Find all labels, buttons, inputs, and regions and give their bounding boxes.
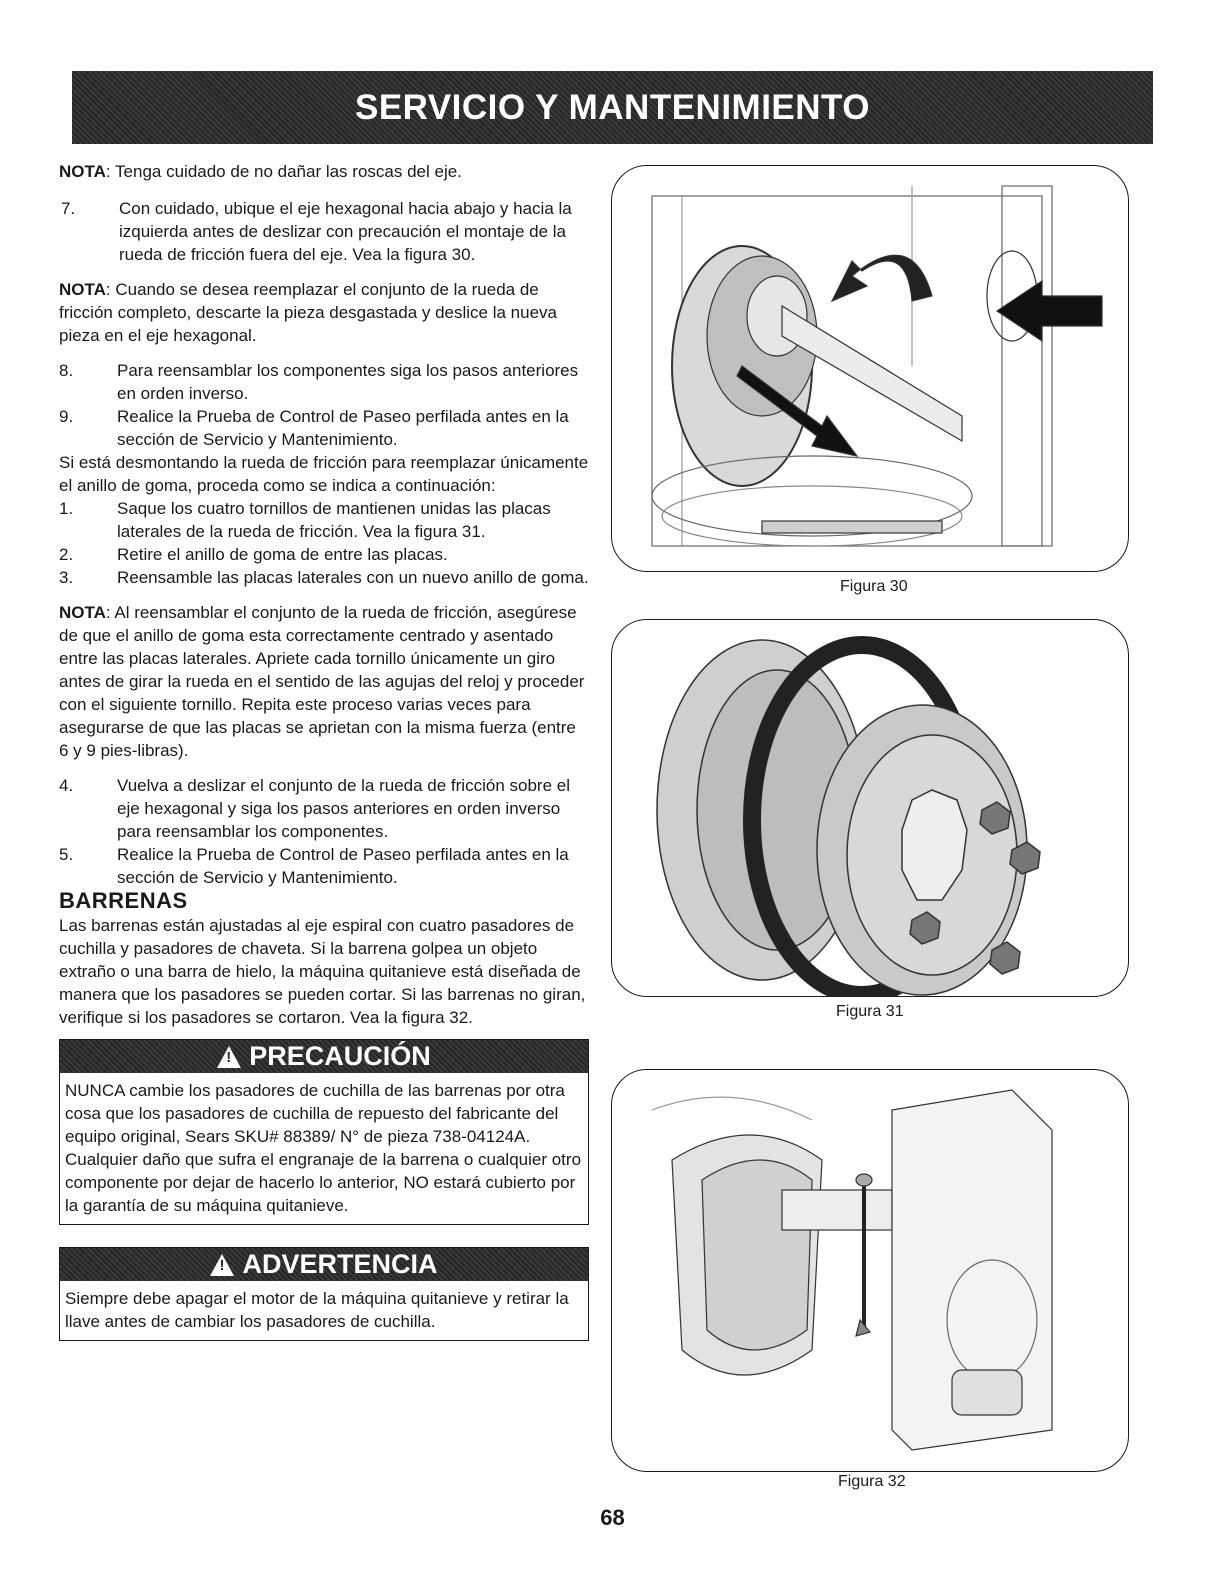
step-text: Vuelva a deslizar el conjunto de la rueda de fricción sobre el eje hexagonal y siga los pasos anteriores en orden inverso para reensamblar los componentes. (117, 776, 570, 841)
substep-1 (59, 497, 589, 543)
note-label: NOTA (59, 280, 106, 299)
note-3 (59, 601, 589, 762)
page-title: SERVICIO Y MANTENIMIENTO (354, 87, 871, 127)
main-text-column (59, 160, 589, 1341)
warning-text: Siempre debe apagar el motor de la máquina quitanieve y retirar la llave antes de cambiar los pasadores de cuchilla. (65, 1289, 569, 1331)
figure-30-image (611, 165, 1129, 572)
note-text: : Al reensamblar el conjunto de la rueda de fricción, asegúrese de que el anillo de goma esta correctamente centrado y asentado entre las placas laterales. Apriete cada tornillo únicamente un giro antes de girar la rueda en el sentido de las agujas del reloj y proceder con el siguiente tornillo. Repita este proceso varias veces para asegurarse de que las placas se aprietan con la misma fuerza (entre 6 y 9 pies-libras). (59, 603, 585, 760)
page-number: 68 (600, 1505, 625, 1530)
step-text: Saque los cuatro tornillos de mantienen unidas las placas laterales de la rueda de fricción. Vea la figura 31. (117, 499, 551, 541)
step-9 (59, 405, 589, 451)
figure-32-image (611, 1069, 1129, 1472)
step-number: 9. (59, 407, 74, 426)
step-number: 4. (59, 776, 74, 795)
caution-title: PRECAUCIÓN (249, 1041, 431, 1071)
step-text: Realice la Prueba de Control de Paseo perfilada antes en la sección de Servicio y Mantenimiento. (117, 845, 569, 887)
barrenas-text: Las barrenas están ajustadas al eje espiral con cuatro pasadores de cuchilla y pasadores de chaveta. Si la barrena golpea un objeto extraño o una barra de hielo, la máquina quitanieve está diseñada de manera que los pasadores se pueden cortar. Si las barrenas no giran, verifique si los pasadores se cortaron. Vea la figura 32. (59, 916, 586, 1027)
step-text: Realice la Prueba de Control de Paseo perfilada antes en la sección de Servicio y Mantenimiento. (117, 407, 569, 449)
substep-3 (59, 566, 589, 589)
step-text: Retire el anillo de goma de entre las placas. (117, 545, 448, 564)
note-2 (59, 278, 589, 347)
friction-wheel-assembly-illustration (612, 620, 1128, 996)
figure-30-caption: Figura 30 (840, 578, 908, 595)
note-label: NOTA (59, 603, 106, 622)
step-text: Con cuidado, ubique el eje hexagonal hacia abajo y hacia la izquierda antes de deslizar con precaución el montaje de la rueda de fricción fuera del eje. Vea la figura 30. (119, 199, 572, 264)
step-number: 7. (61, 199, 76, 218)
auger-shear-pin-illustration (612, 1070, 1128, 1471)
note-text: : Cuando se desea reemplazar el conjunto de la rueda de fricción completo, descarte la pieza desgastada y deslice la nueva pieza en el eje hexagonal. (59, 280, 558, 345)
step-number: 1. (59, 499, 74, 518)
warning-triangle-icon (217, 1046, 241, 1068)
section-header (72, 71, 1153, 144)
warning-triangle-icon (210, 1254, 234, 1276)
step-8 (59, 359, 589, 405)
warning-header (60, 1248, 588, 1281)
step-number: 5. (59, 845, 74, 864)
step-number: 3. (59, 568, 74, 587)
figure-31-caption: Figura 31 (836, 1003, 904, 1020)
substep-2 (59, 543, 589, 566)
caution-header (60, 1040, 588, 1073)
step-number: 2. (59, 545, 74, 564)
warning-title: ADVERTENCIA (242, 1249, 438, 1279)
note-text: : Tenga cuidado de no dañar las roscas del eje. (105, 162, 462, 181)
step-text: Para reensamblar los componentes siga los pasos anteriores en orden inverso. (117, 361, 579, 403)
step-text: Reensamble las placas laterales con un nuevo anillo de goma. (117, 568, 589, 587)
step-number: 8. (59, 361, 74, 380)
barrenas-title: BARRENAS (59, 888, 188, 913)
figure-31-image (611, 619, 1129, 997)
substep-4 (59, 774, 589, 843)
figure-32-caption: Figura 32 (838, 1473, 906, 1490)
step-7 (59, 197, 589, 266)
note-1 (59, 160, 589, 183)
intro-paragraph: Si está desmontando la rueda de fricción para reemplazar únicamente el anillo de goma, proceda como se indica a continuación: (59, 453, 589, 495)
caution-box (59, 1039, 589, 1225)
caution-text: NUNCA cambie los pasadores de cuchilla de las barrenas por otra cosa que los pasadores de cuchilla de repuesto del fabricante del equipo original, Sears SKU# 88389/ N° de pieza 738-04124A. Cualquier daño que sufra el engranaje de la barrena o cualquier otro componente por dejar de hacerlo lo anterior, NO estará cubierto por la garantía de su máquina quitanieve. (65, 1081, 582, 1215)
substep-5 (59, 843, 589, 889)
friction-wheel-removal-illustration (612, 166, 1128, 571)
warning-box (59, 1247, 589, 1341)
note-label: NOTA (59, 162, 106, 181)
